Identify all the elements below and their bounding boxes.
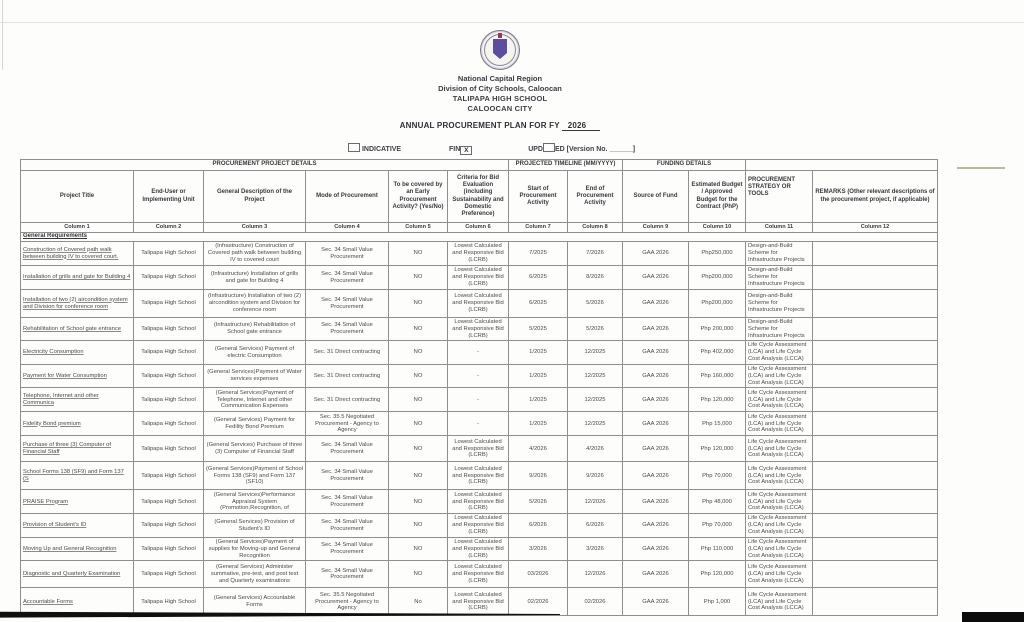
- table-cell-r7-c11: Life Cycle Assessment (LCA) and Life Cycle Cost Analysis (LCCA): [746, 388, 813, 412]
- column-header-4: Mode of Procurement: [306, 171, 389, 223]
- table-cell-r2-c5: NO: [389, 266, 448, 290]
- table-cell-r4-c2: Talipapa High School: [134, 318, 204, 341]
- table-cell-r1-c1: Construction of Covered path walk between building IV to covered court.: [21, 242, 134, 266]
- table-cell-r7-c7: 1/2025: [509, 388, 568, 412]
- table-row: [21, 290, 938, 318]
- table-row: [21, 436, 938, 462]
- table-cell-r13-c2: Talipapa High School: [134, 537, 204, 560]
- table-cell-r1-c2: Talipapa High School: [134, 242, 204, 266]
- table-cell-r13-c7: 3/2026: [509, 537, 568, 560]
- table-cell-r12-c5: NO: [389, 514, 448, 537]
- table-cell-r3-c5: NO: [389, 290, 448, 318]
- table-cell-r1-c7: 7/2025: [509, 242, 568, 266]
- scan-artifact-topright-line: [957, 167, 1005, 169]
- table-cell-r3-c8: 5/2026: [568, 290, 623, 318]
- table-cell-r8-c8: 12/2025: [568, 412, 623, 436]
- table-cell-r7-c2: Talipapa High School: [134, 388, 204, 412]
- table-cell-r9-c6: Lowest Calculated and Responsive Bid (LCRB): [448, 436, 509, 462]
- column-number-8: Column 8: [568, 223, 623, 233]
- table-cell-r15-c11: Life Cycle Assessment (LCA) and Life Cycle Cost Analysis (LCCA): [746, 588, 813, 616]
- table-cell-r9-c3: (General Services) Purchase of three (3) Computer of Financial Staff: [204, 436, 306, 462]
- table-cell-r7-c8: 12/2025: [568, 388, 623, 412]
- table-row: [21, 242, 938, 266]
- updated-checkbox: [543, 143, 555, 152]
- column-header-1: Project Title: [21, 171, 134, 223]
- table-cell-r1-c9: GAA 2026: [623, 242, 689, 266]
- table-cell-r9-c5: NO: [389, 436, 448, 462]
- plan-status-row: [348, 143, 768, 155]
- table-cell-r6-c3: (General Services)Payment of Water services expenses: [204, 364, 306, 387]
- table-cell-r2-c2: Talipapa High School: [134, 266, 204, 290]
- table-cell-r9-c9: GAA 2026: [623, 436, 689, 462]
- table-cell-r10-c9: GAA 2026: [623, 462, 689, 490]
- table-cell-r15-c7: 02/2026: [509, 588, 568, 616]
- table-cell-r1-c10: Php250,000: [689, 242, 746, 266]
- city-line: CALOOCAN CITY: [467, 103, 533, 113]
- column-number-7: Column 7: [509, 223, 568, 233]
- table-cell-r14-c7: 03/2026: [509, 561, 568, 588]
- table-cell-r14-c9: GAA 2026: [623, 561, 689, 588]
- fiscal-year-value: 2026: [562, 121, 601, 131]
- table-row: [21, 514, 938, 537]
- indicative-label: INDICATIVE: [361, 146, 402, 153]
- table-cell-r6-c7: 1/2025: [509, 364, 568, 387]
- table-cell-r7-c12: [813, 388, 938, 412]
- table-row: [21, 490, 938, 514]
- table-cell-r7-c9: GAA 2026: [623, 388, 689, 412]
- column-number-3: Column 3: [204, 223, 306, 233]
- column-number-10: Column 10: [689, 223, 746, 233]
- table-cell-r1-c6: Lowest Calculated and Responsive Bid (LCRB): [448, 242, 509, 266]
- procurement-plan-table: [20, 159, 938, 616]
- table-cell-r13-c1: Moving Up and General Recognition: [21, 537, 134, 560]
- table-cell-r13-c9: GAA 2026: [623, 537, 689, 560]
- final-label: FIN: [449, 146, 461, 153]
- table-cell-r8-c6: -: [448, 412, 509, 436]
- table-cell-r4-c8: 5/2026: [568, 318, 623, 341]
- table-row: [21, 266, 938, 290]
- table-cell-r10-c7: 9/2026: [509, 462, 568, 490]
- table-cell-r9-c7: 4/2026: [509, 436, 568, 462]
- table-cell-r5-c2: Talipapa High School: [134, 341, 204, 364]
- column-header-7: Start of Procurement Activity: [509, 171, 568, 223]
- table-cell-r15-c6: Lowest Calculated and Responsive Bid (LCRB): [448, 588, 509, 616]
- table-cell-r6-c5: NO: [389, 364, 448, 387]
- table-cell-r3-c7: 6/2025: [509, 290, 568, 318]
- table-row: [21, 341, 938, 364]
- table-cell-r6-c1: Payment for Water Consumption: [21, 364, 134, 387]
- table-cell-r3-c3: (Infrastructure) Installation of two (2) aircondition system and Division for conference room: [204, 290, 306, 318]
- table-row: [21, 462, 938, 490]
- table-row: [21, 412, 938, 436]
- table-row: [21, 364, 938, 387]
- table-cell-r4-c10: Php 200,000: [689, 318, 746, 341]
- table-cell-r15-c5: No: [389, 588, 448, 616]
- table-cell-r7-c4: Sec. 31 Direct contracting: [306, 388, 389, 412]
- table-cell-r3-c6: Lowest Calculated and Responsive Bid (LCRB): [448, 290, 509, 318]
- column-number-4: Column 4: [306, 223, 389, 233]
- table-cell-r12-c4: Sec. 34 Small Value Procurement: [306, 514, 389, 537]
- group-header-blank: [746, 160, 938, 171]
- column-number-9: Column 9: [623, 223, 689, 233]
- table-cell-r5-c10: Php 402,000: [689, 341, 746, 364]
- table-cell-r12-c9: GAA 2026: [623, 514, 689, 537]
- table-cell-r13-c11: Life Cycle Assessment (LCA) and Life Cycle Cost Analysis (LCCA): [746, 537, 813, 560]
- table-cell-r15-c12: [813, 588, 938, 616]
- group-header-funding-details: FUNDING DETAILS: [623, 160, 746, 171]
- plan-title: [330, 121, 670, 131]
- table-cell-r11-c4: Sec. 34 Small Value Procurement: [306, 490, 389, 514]
- table-cell-r12-c12: [813, 514, 938, 537]
- table-cell-r13-c4: Sec. 34 Small Value Procurement: [306, 537, 389, 560]
- table-cell-r2-c7: 6/2025: [509, 266, 568, 290]
- table-cell-r8-c12: [813, 412, 938, 436]
- table-cell-r15-c8: 02/2026: [568, 588, 623, 616]
- table-cell-r6-c2: Talipapa High School: [134, 364, 204, 387]
- table-cell-r12-c8: 6/2026: [568, 514, 623, 537]
- table-cell-r2-c6: Lowest Calculated and Responsive Bid (LCRB): [448, 266, 509, 290]
- table-cell-r4-c7: 5/2025: [509, 318, 568, 341]
- table-cell-r8-c7: 1/2025: [509, 412, 568, 436]
- table-cell-r3-c2: Talipapa High School: [134, 290, 204, 318]
- table-cell-r10-c10: Php 70,000: [689, 462, 746, 490]
- table-cell-r6-c8: 12/2025: [568, 364, 623, 387]
- table-row: [21, 588, 938, 616]
- table-cell-r3-c9: GAA 2026: [623, 290, 689, 318]
- table-cell-r15-c2: Talipapa High School: [134, 588, 204, 616]
- table-cell-r3-c10: Php200,000: [689, 290, 746, 318]
- table-cell-r15-c3: (General Services) Accountable Forms: [204, 588, 306, 616]
- table-cell-r9-c8: 4/2026: [568, 436, 623, 462]
- table-cell-r12-c10: Php 70,000: [689, 514, 746, 537]
- table-cell-r6-c6: -: [448, 364, 509, 387]
- table-cell-r8-c5: NO: [389, 412, 448, 436]
- table-cell-r11-c1: PRAISE Program: [21, 490, 134, 514]
- column-header-3: General Description of the Project: [204, 171, 306, 223]
- table-cell-r6-c4: Sec. 31 Direct contracting: [306, 364, 389, 387]
- table-cell-r4-c11: Design-and-Build Scheme for Infrastructure Projects: [746, 318, 813, 341]
- table-cell-r6-c11: Life Cycle Assessment (LCA) and Life Cycle Cost Analysis (LCCA): [746, 364, 813, 387]
- table-cell-r8-c9: GAA 2026: [623, 412, 689, 436]
- table-cell-r11-c5: NO: [389, 490, 448, 514]
- table-cell-r14-c3: (General Services) Administer summative, pre-test, and post test and Quarterly examinations: [204, 561, 306, 588]
- table-cell-r14-c5: NO: [389, 561, 448, 588]
- column-number-11: Column 11: [746, 223, 813, 233]
- table-row: [21, 388, 938, 412]
- table-cell-r14-c2: Talipapa High School: [134, 561, 204, 588]
- table-cell-r11-c9: GAA 2026: [623, 490, 689, 514]
- table-cell-r5-c12: [813, 341, 938, 364]
- scan-artifact-bottom-right-bar: [962, 612, 1024, 622]
- table-cell-r10-c5: NO: [389, 462, 448, 490]
- table-cell-r10-c2: Talipapa High School: [134, 462, 204, 490]
- table-cell-r2-c1: Installation of grills and gate for Building 4: [21, 266, 134, 290]
- table-cell-r6-c9: GAA 2026: [623, 364, 689, 387]
- table-cell-r15-c10: Php 1,000: [689, 588, 746, 616]
- column-header-8: End of Procurement Activity: [568, 171, 623, 223]
- table-row: [21, 561, 938, 588]
- table-cell-r1-c3: (Infrastructure) Construction of Covered path walk between building IV to covered court: [204, 242, 306, 266]
- table-cell-r9-c12: [813, 436, 938, 462]
- table-cell-r13-c3: (General Services)Payment of supplies for Moving-up and General Recognition: [204, 537, 306, 560]
- table-cell-r11-c11: Life Cycle Assessment (LCA) and Life Cycle Cost Analysis (LCCA): [746, 490, 813, 514]
- table-cell-r11-c10: Php 48,000: [689, 490, 746, 514]
- updated-label-prefix: UPD: [528, 146, 543, 153]
- table-cell-r13-c8: 3/2026: [568, 537, 623, 560]
- table-cell-r13-c5: NO: [389, 537, 448, 560]
- table-cell-r6-c10: Php 160,000: [689, 364, 746, 387]
- table-cell-r14-c8: 12/2026: [568, 561, 623, 588]
- table-cell-r5-c7: 1/2025: [509, 341, 568, 364]
- table-row: [21, 537, 938, 560]
- table-cell-r13-c12: [813, 537, 938, 560]
- final-checkbox: X: [460, 146, 472, 155]
- table-cell-r14-c10: Php 120,000: [689, 561, 746, 588]
- table-cell-r1-c8: 7/2026: [568, 242, 623, 266]
- column-header-10: Estimated Budget / Approved Budget for the Contract (PhP): [689, 171, 746, 223]
- table-cell-r4-c9: GAA 2026: [623, 318, 689, 341]
- table-cell-r10-c12: [813, 462, 938, 490]
- table-cell-r14-c1: Diagnostic and Quarterly Examination: [21, 561, 134, 588]
- table-cell-r13-c6: Lowest Calculated and Responsive Bid (LCRB): [448, 537, 509, 560]
- group-header-project-details: PROCUREMENT PROJECT DETAILS: [21, 160, 509, 171]
- division-line: Division of City Schools, Caloocan: [438, 83, 562, 93]
- column-header-9: Source of Fund: [623, 171, 689, 223]
- plan-title-text: ANNUAL PROCUREMENT PLAN FOR FY: [399, 120, 560, 130]
- table-cell-r14-c4: Sec. 34 Small Value Procurement: [306, 561, 389, 588]
- table-cell-r12-c1: Provision of Student's ID: [21, 514, 134, 537]
- table-cell-r5-c1: Electricity Consumption: [21, 341, 134, 364]
- table-cell-r4-c12: [813, 318, 938, 341]
- school-name: TALIPAPA HIGH SCHOOL: [452, 93, 548, 103]
- table-cell-r1-c12: [813, 242, 938, 266]
- table-cell-r8-c2: Talipapa High School: [134, 412, 204, 436]
- table-cell-r5-c3: (General Services) Payment of electric Consumption: [204, 341, 306, 364]
- table-cell-r12-c2: Talipapa High School: [134, 514, 204, 537]
- document-header: [330, 30, 670, 131]
- table-cell-r15-c9: GAA 2026: [623, 588, 689, 616]
- table-cell-r4-c1: Rehabilitation of School gate entrance: [21, 318, 134, 341]
- table-cell-r5-c6: -: [448, 341, 509, 364]
- table-cell-r9-c10: Php 120,000: [689, 436, 746, 462]
- table-cell-r1-c5: NO: [389, 242, 448, 266]
- table-cell-r10-c4: Sec. 34 Small Value Procurement: [306, 462, 389, 490]
- table-row: [21, 318, 938, 341]
- table-cell-r11-c8: 12/2026: [568, 490, 623, 514]
- table-cell-r8-c1: Fidelity Bond premium: [21, 412, 134, 436]
- table-cell-r15-c1: Accountable Forms: [21, 588, 134, 616]
- table-cell-r7-c3: (General Services)Payment of Telephone, Internet and other Communication Expenses: [204, 388, 306, 412]
- table-cell-r3-c11: Design-and-Build Scheme for Infrastructure Projects: [746, 290, 813, 318]
- table-cell-r7-c1: Telephone, Internet and other Communica: [21, 388, 134, 412]
- table-cell-r2-c11: Design-and-Build Scheme for Infrastructure Projects: [746, 266, 813, 290]
- table-cell-r1-c4: Sec. 34 Small Value Procurement: [306, 242, 389, 266]
- table-cell-r7-c6: -: [448, 388, 509, 412]
- column-header-5: To be covered by an Early Procurement Activity? (Yes/No): [389, 171, 448, 223]
- table-cell-r9-c1: Purchase of three (3) Computer of Financial Staff: [21, 436, 134, 462]
- table-cell-r11-c6: Lowest Calculated and Responsive Bid (LCRB): [448, 490, 509, 514]
- table-cell-r4-c3: (Infrastructure) Rehabilitation of School gate entrance: [204, 318, 306, 341]
- table-cell-r14-c11: Life Cycle Assessment (LCA) and Life Cycle Cost Analysis (LCCA): [746, 561, 813, 588]
- column-number-5: Column 5: [389, 223, 448, 233]
- table-cell-r15-c4: Sec. 35.5 Negotiated Procurement - Agency to Agency: [306, 588, 389, 616]
- table-cell-r12-c7: 6/2026: [509, 514, 568, 537]
- section-label: General Requirements: [21, 233, 938, 242]
- table-cell-r4-c4: Sec. 34 Small Value Procurement: [306, 318, 389, 341]
- column-header-6: Criteria for Bid Evaluation (including Sustainability and Domestic Preference): [448, 171, 509, 223]
- table-cell-r2-c8: 8/2026: [568, 266, 623, 290]
- column-number-1: Column 1: [21, 223, 134, 233]
- column-header-2: End-User or Implementing Unit: [134, 171, 204, 223]
- updated-label-suffix: ED [Version No. ______]: [554, 146, 636, 153]
- table-cell-r8-c11: Life Cycle Assessment (LCA) and Life Cycle Cost Analysis (LCCA): [746, 412, 813, 436]
- table-cell-r8-c10: Php 15,000: [689, 412, 746, 436]
- table-cell-r4-c5: NO: [389, 318, 448, 341]
- deped-seal-logo: [480, 30, 520, 70]
- table-cell-r3-c12: [813, 290, 938, 318]
- table-cell-r9-c2: Talipapa High School: [134, 436, 204, 462]
- column-header-12: REMARKS (Other relevant descriptions of the procurement project, if applicable): [813, 171, 938, 223]
- column-number-6: Column 6: [448, 223, 509, 233]
- table-cell-r2-c4: Sec. 34 Small Value Procurement: [306, 266, 389, 290]
- region-line: National Capital Region: [457, 74, 543, 83]
- table-cell-r2-c3: (Infrastructure) Installation of grills and gate for Building 4: [204, 266, 306, 290]
- table-cell-r5-c11: Life Cycle Assessment (LCA) and Life Cycle Cost Analysis (LCCA): [746, 341, 813, 364]
- table-cell-r11-c12: [813, 490, 938, 514]
- table-cell-r6-c12: [813, 364, 938, 387]
- table-cell-r10-c6: Lowest Calculated and Responsive Bid (LCRB): [448, 462, 509, 490]
- scan-artifact-left-line: [2, 0, 3, 70]
- table-cell-r14-c12: [813, 561, 938, 588]
- seal-crest-mark: [498, 33, 502, 38]
- table-cell-r8-c4: Sec. 35.5 Negotiated Procurement - Agency to Agency: [306, 412, 389, 436]
- table-cell-r11-c7: 5/2026: [509, 490, 568, 514]
- group-header-projected-timeline: PROJECTED TIMELINE (MM/YYYY): [509, 160, 623, 171]
- table-cell-r5-c4: Sec. 31 Direct contracting: [306, 341, 389, 364]
- table-cell-r5-c8: 12/2025: [568, 341, 623, 364]
- table-cell-r14-c6: Lowest Calculated and Responsive Bid (LCRB): [448, 561, 509, 588]
- column-number-2: Column 2: [134, 223, 204, 233]
- table-cell-r2-c9: GAA 2026: [623, 266, 689, 290]
- table-cell-r3-c1: Installation of two (2) aircondition system and Division for conference room: [21, 290, 134, 318]
- indicative-checkbox: [348, 143, 360, 152]
- column-header-11: PROCUREMENT STRATEGY OR TOOLS: [746, 171, 813, 223]
- table-cell-r10-c11: Life Cycle Assessment (LCA) and Life Cycle Cost Analysis (LCCA): [746, 462, 813, 490]
- table-cell-r2-c12: [813, 266, 938, 290]
- table-cell-r12-c6: Lowest Calculated and Responsive Bid (LCRB): [448, 514, 509, 537]
- table-cell-r11-c2: Talipapa High School: [134, 490, 204, 514]
- table-cell-r10-c1: School Forms 138 (SF9) and Form 137 (S: [21, 462, 134, 490]
- table-cell-r5-c5: NO: [389, 341, 448, 364]
- table-cell-r3-c4: Sec. 34 Small Value Procurement: [306, 290, 389, 318]
- table-cell-r4-c6: Lowest Calculated and Responsive Bid (LCRB): [448, 318, 509, 341]
- table-cell-r9-c4: Sec. 34 Small Value Procurement: [306, 436, 389, 462]
- table-cell-r12-c11: Life Cycle Assessment (LCA) and Life Cycle Cost Analysis (LCCA): [746, 514, 813, 537]
- table-cell-r7-c10: Php 120,000: [689, 388, 746, 412]
- table-cell-r10-c3: (General Services)Payment of School Forms 138 (SF9) and Form 137 (SF10): [204, 462, 306, 490]
- table-cell-r9-c11: Life Cycle Assessment (LCA) and Life Cycle Cost Analysis (LCCA): [746, 436, 813, 462]
- table-cell-r5-c9: GAA 2026: [623, 341, 689, 364]
- table-cell-r10-c8: 9/2026: [568, 462, 623, 490]
- table-cell-r8-c3: (General Services) Payment for Fedility Bond Premium: [204, 412, 306, 436]
- scan-artifact-top-line: [0, 22, 1024, 23]
- column-number-12: Column 12: [813, 223, 938, 233]
- table-cell-r11-c3: (General Services)Performance Appraisal System (Promotion,Recognition, of: [204, 490, 306, 514]
- table-cell-r7-c5: NO: [389, 388, 448, 412]
- table-cell-r1-c11: Design-and-Build Scheme for Infrastructure Projects: [746, 242, 813, 266]
- table-cell-r13-c10: Php 110,000: [689, 537, 746, 560]
- table-cell-r2-c10: Php200,000: [689, 266, 746, 290]
- table-cell-r12-c3: (General Services) Provision of Student's ID: [204, 514, 306, 537]
